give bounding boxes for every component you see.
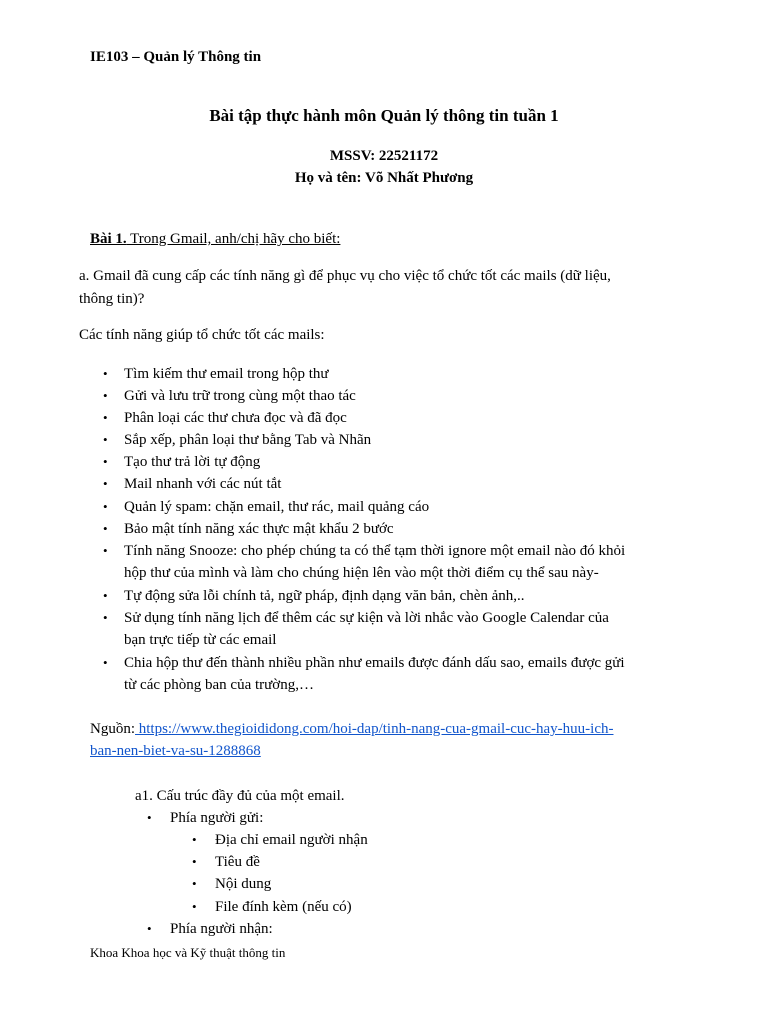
list-item-continuation: bạn trực tiếp từ các email (124, 632, 277, 648)
question-a-line2: thông tin)? (79, 291, 145, 307)
bullet-icon: • (192, 899, 197, 914)
receiver-side: Phía người nhận: (170, 921, 273, 937)
source-line1 (90, 718, 613, 740)
a1-title: a1. Cấu trúc đầy đủ của một email. (135, 788, 345, 804)
list-item: Nội dung (215, 876, 272, 892)
list-item: Quản lý spam: chặn email, thư rác, mail quảng cáo (124, 499, 430, 515)
bullet-icon: • (103, 521, 108, 536)
bullet-icon: • (103, 432, 108, 447)
source-label: Nguồn: (90, 721, 135, 737)
page-footer: Khoa Khoa học và Kỹ thuật thông tin (90, 945, 286, 960)
list-item: Gửi và lưu trữ trong cùng một thao tác (124, 388, 356, 404)
bullet-icon: • (103, 388, 108, 403)
list-item: Tính năng Snooze: cho phép chúng ta có thể tạm thời ignore một email nào đó khỏi (124, 543, 626, 559)
bullet-icon: • (103, 588, 108, 603)
list-item: Tìm kiếm thư email trong hộp thư (124, 366, 329, 382)
bullet-icon: • (103, 543, 108, 558)
list-item: Tự động sửa lỗi chính tả, ngữ pháp, định dạng văn bản, chèn ảnh,.. (124, 588, 525, 604)
list-item: Tiêu đề (215, 854, 260, 870)
list-item: Sử dụng tính năng lịch để thêm các sự kiện và lời nhắc vào Google Calendar của (124, 610, 609, 626)
list-item-continuation: hộp thư của mình và làm cho chúng hiện lên vào một thời điểm cụ thể sau này- (124, 565, 599, 581)
list-item: File đính kèm (nếu có) (215, 899, 352, 915)
bullet-icon: • (103, 410, 108, 425)
bullet-icon: • (192, 876, 197, 891)
bullet-icon: • (192, 854, 197, 869)
bullet-icon: • (103, 366, 108, 381)
student-id: MSSV: 22521172 (329, 148, 439, 164)
exercise-number: Bài 1. (90, 231, 127, 247)
sender-side: Phía người gửi: (170, 810, 264, 826)
list-item: Phân loại các thư chưa đọc và đã đọc (124, 410, 347, 426)
bullet-icon: • (147, 810, 152, 825)
course-header: IE103 – Quản lý Thông tin (90, 49, 262, 65)
exercise-heading (90, 228, 340, 250)
bullet-icon: • (103, 655, 108, 670)
source-link[interactable]: https://www.thegioididong.com/hoi-dap/tinh-nang-cua-gmail-cuc-hay-huu-ich- (135, 721, 614, 737)
list-item: Địa chỉ email người nhận (215, 832, 368, 848)
source-link-continuation[interactable]: ban-nen-biet-va-su-1288868 (90, 743, 261, 759)
bullet-icon: • (147, 921, 152, 936)
question-a-line1: a. Gmail đã cung cấp các tính năng gì để phục vụ cho việc tổ chức tốt các mails (dữ liệu, (79, 268, 611, 284)
bullet-icon: • (103, 476, 108, 491)
bullet-icon: • (103, 499, 108, 514)
list-item: Bảo mật tính năng xác thực mật khẩu 2 bước (124, 521, 394, 537)
features-intro: Các tính năng giúp tổ chức tốt các mails: (79, 327, 325, 343)
list-item: Mail nhanh với các nút tắt (124, 476, 282, 492)
list-item-continuation: từ các phòng ban của trường,… (124, 677, 314, 693)
list-item: Tạo thư trả lời tự động (124, 454, 261, 470)
page-title: Bài tập thực hành môn Quản lý thông tin tuần 1 (209, 106, 559, 125)
list-item: Sắp xếp, phân loại thư bằng Tab và Nhãn (124, 432, 372, 448)
source-line2 (90, 740, 261, 762)
exercise-prompt: Trong Gmail, anh/chị hãy cho biết: (126, 231, 341, 247)
student-name: Họ và tên: Võ Nhất Phương (294, 170, 474, 186)
bullet-icon: • (103, 454, 108, 469)
bullet-icon: • (103, 610, 108, 625)
bullet-icon: • (192, 832, 197, 847)
list-item: Chia hộp thư đến thành nhiều phần như emails được đánh dấu sao, emails được gửi (124, 655, 625, 671)
